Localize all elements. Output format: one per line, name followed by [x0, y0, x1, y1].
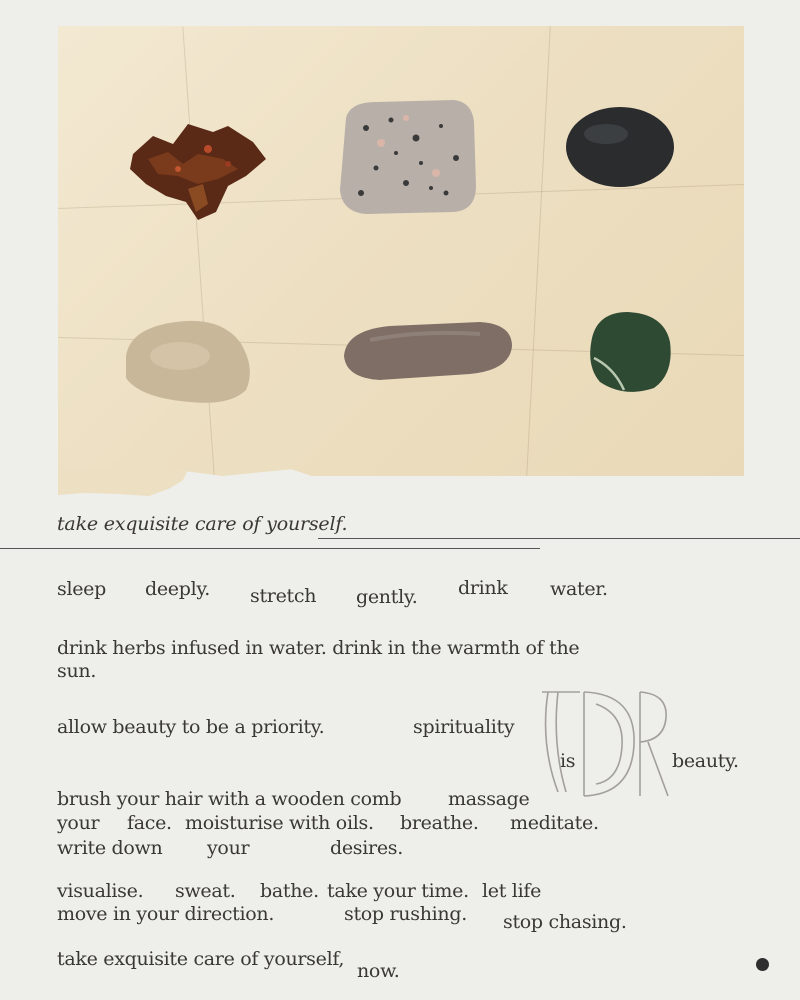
poem-heading: take exquisite care of yourself.	[57, 513, 348, 535]
divider-line-right	[318, 538, 800, 539]
poem-word: water.	[550, 578, 608, 600]
poem-word: gently.	[356, 586, 418, 608]
poem-word: stop chasing.	[503, 911, 627, 933]
stones-photo	[58, 26, 744, 476]
poem-word: spirituality	[413, 716, 515, 738]
poem-word: face.	[127, 812, 172, 834]
end-dot	[756, 958, 769, 971]
poem-word: sweat.	[175, 880, 236, 902]
poem-word: visualise.	[57, 880, 144, 902]
poem-word: stop rushing.	[344, 903, 467, 925]
poem-word: desires.	[330, 837, 403, 859]
poem-line: brush your hair with a wooden comb	[57, 788, 402, 810]
poem-word: your	[57, 812, 100, 834]
poem-word: now.	[357, 960, 400, 982]
granite-stone	[336, 98, 478, 218]
poem-word: sleep	[57, 578, 106, 600]
tan-stone	[120, 316, 256, 406]
poem-word: beauty.	[672, 750, 739, 772]
poem-line: take exquisite care of yourself,	[57, 948, 345, 970]
poem-word: let life	[482, 880, 542, 902]
poem-word: drink	[458, 577, 508, 599]
green-jade-stone	[584, 308, 674, 394]
poem-line: move in your direction.	[57, 903, 275, 925]
poem-word: moisturise with oils.	[185, 812, 374, 834]
poem-word: massage	[448, 788, 530, 810]
poem-word: meditate.	[510, 812, 599, 834]
purple-grey-stone	[340, 320, 516, 382]
poem-line: sun.	[57, 660, 97, 682]
poem-word: your	[207, 837, 250, 859]
poem-word: bathe.	[260, 880, 319, 902]
poem-line: allow beauty to be a priority.	[57, 716, 325, 738]
black-stone	[564, 104, 676, 190]
poem-word: is	[560, 750, 576, 772]
poem-word: breathe.	[400, 812, 479, 834]
poem-word: write down	[57, 837, 163, 859]
poem-line: drink herbs infused in water. drink in the warmth of the	[57, 637, 580, 659]
divider-line-left	[0, 548, 540, 549]
poem-word: stretch	[250, 585, 317, 607]
poem-word: take your time.	[327, 880, 469, 902]
poem-word: deeply.	[145, 578, 211, 600]
paper-torn-edge	[58, 470, 188, 496]
red-rock-stone	[128, 114, 268, 224]
tdr-monogram	[536, 684, 672, 804]
